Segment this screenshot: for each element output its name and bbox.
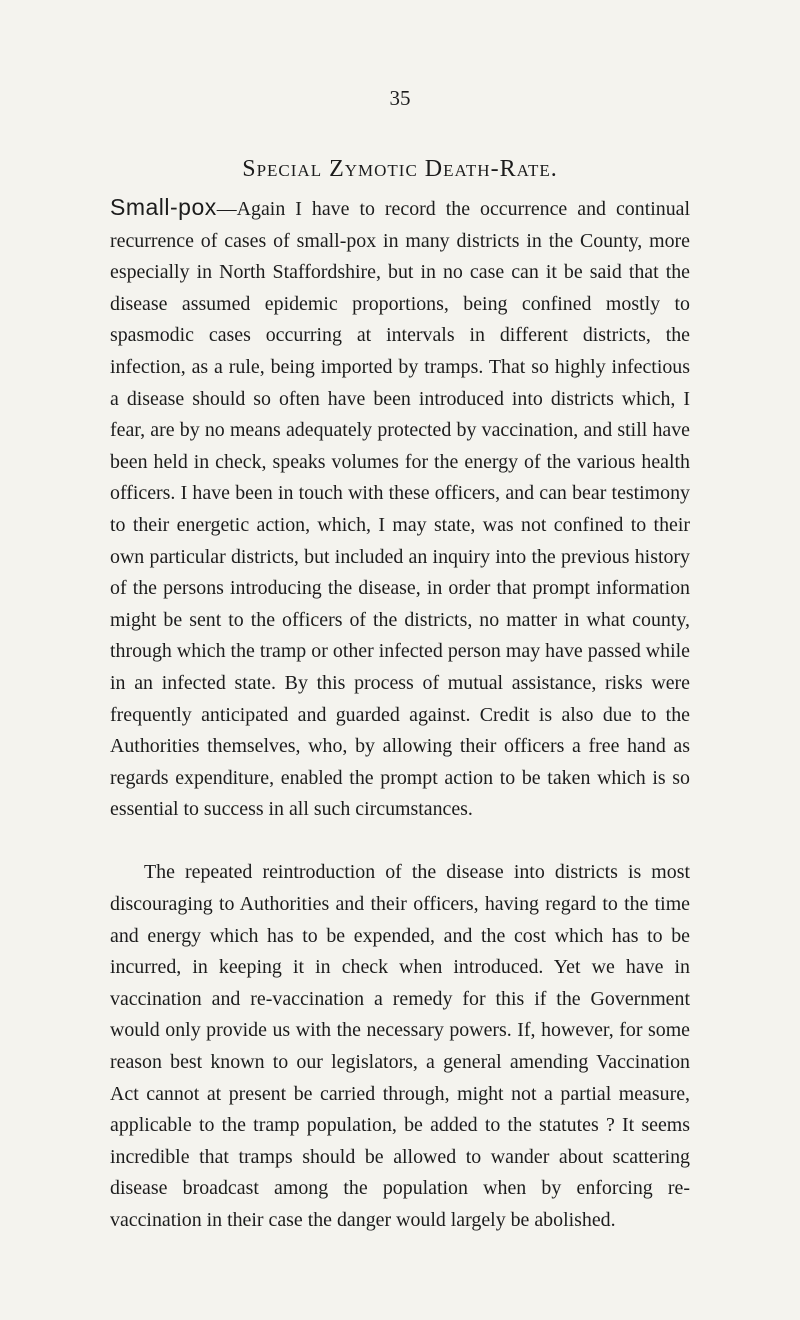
- run-in-heading: Small-pox: [110, 194, 217, 220]
- body-text: [110, 192, 690, 1237]
- paragraph-1-text: —Again I have to record the occurrence and continual recurrence of cases of small-pox in many districts in the County, more especially in North Staffordshire, but in no case can it be said that the disease assumed epidemic proportions, being confined mostly to spasmodic cases occurring at intervals in different districts, the infection, as a rule, being imported by tramps. That so highly infectious a disease should so often have been introduced into districts which, I fear, are by no means adequately protected by vaccination, and still have been held in check, speaks volumes for the energy of the various health officers. I have been in touch with these officers, and can bear testimony to their energetic action, which, I may state, was not confined to their own particular districts, but included an inquiry into the previous history of the persons introducing the disease, in order that prompt information might be sent to the officers of the districts, no matter in what county, through which the tramp or other infected person may have passed while in an infected state. By this process of mutual assistance, risks were frequently anticipated and guarded against. Credit is also due to the Authorities themselves, who, by allowing their officers a free hand as regards expenditure, enabled the prompt action to be taken which is so essential to success in all such circumstances.: [110, 198, 690, 821]
- page-number: 35: [389, 86, 411, 110]
- paragraph-reintroduction: The repeated reintroduction of the disease into districts is most discouraging to Authorities and their officers, having regard to the time and energy which has to be expended, and the cost which has to be incurred, in keeping it in check when introduced. Yet we have in vaccination and re-vaccination a remedy for this if the Government would only provide us with the necessary powers. If, however, for some reason best known to our legislators, a general amending Vaccination Act cannot at present be carried through, might not a partial measure, applicable to the tramp population, be added to the statutes ? It seems incredible that tramps should be allowed to wander about scattering disease broadcast among the population when by enforcing re-vaccination in their case the danger would largely be abolished.: [110, 861, 690, 1231]
- paragraph-small-pox: [110, 192, 690, 826]
- section-title: Special Zymotic Death-Rate.: [242, 156, 558, 182]
